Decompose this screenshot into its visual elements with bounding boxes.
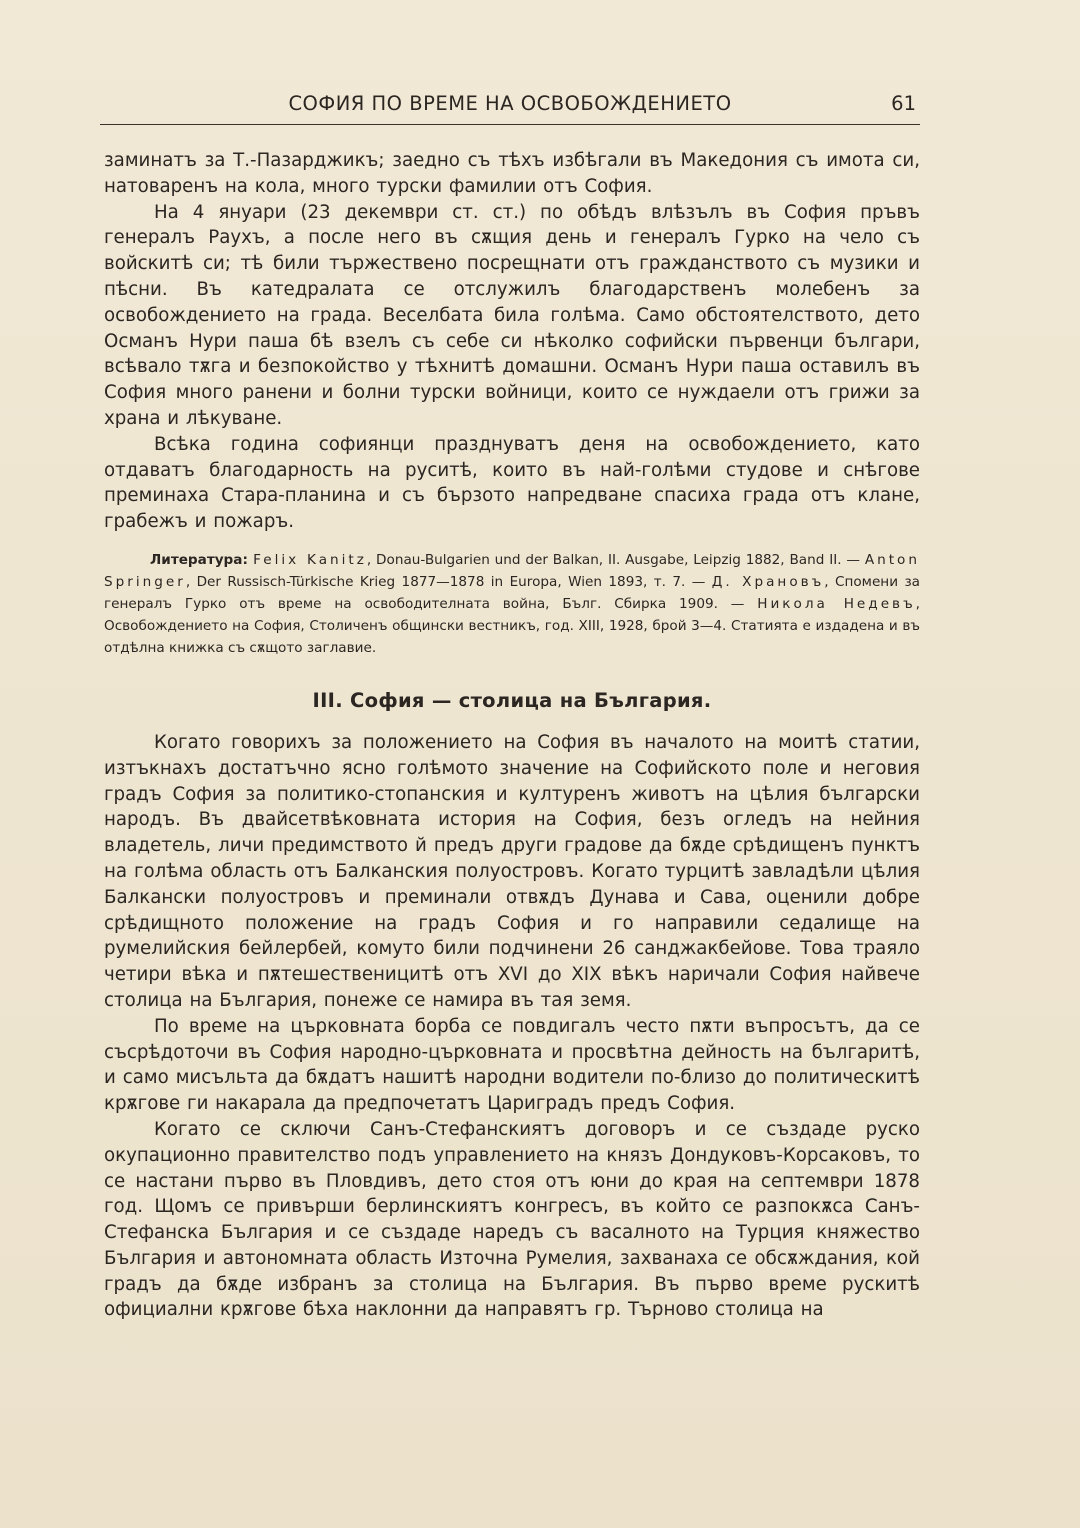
reference-text: , Donau-Bulgarien und der Balkan, II. Ausgabe, Leipzig 1882, Band II. — — [366, 551, 865, 568]
paragraph: Всѣка година софиянци празднуватъ деня на освобождението, като отдаватъ благодарность на руситѣ, които въ най-голѣми студове и снѣгове преминаха Стара-планина и съ бързото напредване спасиха града отъ клане, грабежъ и пожаръ. — [104, 433, 920, 533]
reference-text: , Der Russisch-Türkische Krieg 1877—1878 in Europa, Wien 1893, т. 7. — — [185, 573, 712, 590]
page-header — [100, 92, 920, 125]
paragraph: заминатъ за Т.-Пазарджикъ; заедно съ тѣхъ избѣгали въ Македония съ имота си, натоваренъ на кола, много турски фамилии отъ София. — [104, 150, 920, 197]
paragraph: Когато говорихъ за положението на София въ началото на моитѣ статии, изтъкнахъ достатъчно ясно голѣмото значение на Софийското поле и неговия градъ София за политико-стопанския и културенъ животъ на цѣлия български народъ. Въ двайсетвѣковната история на София, безъ огледъ на нейния владетель, личи предимството й предъ други градове да бѫде срѣдищенъ пунктъ на голѣма область отъ Балканския полуостровъ. Когато турцитѣ завладѣли цѣлия Балкански полуостровъ и преминали отвѫдъ Дунава и Сава, оценили добре срѣдищното положение на градъ София и го направили седалище на румелийския бейлербей, комуто били подчинени 26 санджакбейове. Това траяло четири вѣка и пѫтешественицитѣ отъ XVI до XIX вѣкъ наричали София найвече столица на България, понеже се намира въ тая земя. — [104, 731, 920, 1011]
running-title: СОФИЯ ПО ВРЕМЕ НА ОСВОБОЖДЕНИЕТО — [288, 92, 732, 115]
reference-text: , Освобождението на София, Столиченъ общински вестникъ, год. XIII, 1928, брой 3—4. Статията е издадена и въ отдѣлна книжка съ сѫщото заглавие. — [104, 595, 920, 656]
paragraph: Когато се сключи Санъ-Стефанскиятъ договоръ и се създаде руско окупационно правителство подъ управлението на князъ Дондуковъ-Корсаковъ, то се настани първо въ Пловдивъ, дето стоя отъ юни до края на септември 1878 год. Щомъ се привърши берлинскиятъ конгресъ, въ който се разпокѫса Санъ-Стефанска България и се създаде наредъ съ васалното на Турция княжество България и автономната область Източна Румелия, захванаха се обсѫждания, кой градъ да бѫде избранъ за столица на България. Въ първо време рускитѣ официални крѫгове бѣха наклонни да направятъ гр. Търново столица на — [104, 1118, 920, 1321]
page-number: 61 — [891, 92, 916, 115]
paragraph: На 4 януари (23 декември ст. ст.) по обѣдъ влѣзълъ въ София пръвъ генералъ Раухъ, а после него въ сѫщия день и генералъ Гурко на чело съ войскитѣ си; тѣ били тържествено посрещнати отъ гражданството съ музики и пѣсни. Въ катедралата се отслужилъ благодарственъ молебенъ за освобождението на града. Веселбата била голѣма. Само обстоятелството, дето Османъ Нури паша бѣ взелъ съ себе си нѣколко софийски първенци българи, всѣвало тѫга и безпокойство у тѣхнитѣ домашни. Османъ Нури паша оставилъ въ София много ранени и болни турски войници, които се нуждаели отъ грижи за храна и лѣкуване. — [104, 201, 920, 429]
reference-text: , Спомени за генералъ Гурко отъ време на освободителната война, Бълг. Сбирка 1909. — — [104, 573, 921, 612]
page-body — [104, 148, 920, 1323]
reference-author: Д. Храновъ — [711, 573, 825, 590]
reference-author: Anton Springer — [104, 551, 920, 590]
section-heading: III. София — столица на България. — [312, 688, 712, 712]
paragraph: По време на църковната борба се повдигалъ често пѫти въпросътъ, да се съсрѣдоточи въ София народно-църковната и просвѣтна дейность на българитѣ, и само мисъльта да бѫдатъ нашитѣ народни водители по-близо до политическитѣ крѫгове ги накарала да предпочетатъ Цариградъ предъ София. — [104, 1015, 920, 1115]
reference-author: Felix Kanitz — [253, 551, 367, 568]
literature-label: Литература — [150, 551, 243, 568]
literature-references: Литература: Felix Kanitz, Donau-Bulgarien und der Balkan, II. Ausgabe, Leipzig 1882, Band II. — Anton Springer, Der Russisch-Türkische Krieg 1877—1878 in Europa, Wien 1893, т. 7. — Д. Храновъ, Спомени за генералъ Гурко отъ време на освободителната война, Бълг. Сбирка 1909. — Никола Недевъ, Освобождението на София, Столиченъ общински вестникъ, год. XIII, 1928, брой 3—4. Статията е издадена и въ отдѣлна книжка съ сѫщото заглавие. — [104, 551, 921, 656]
reference-author: Никола Недевъ — [757, 595, 916, 612]
